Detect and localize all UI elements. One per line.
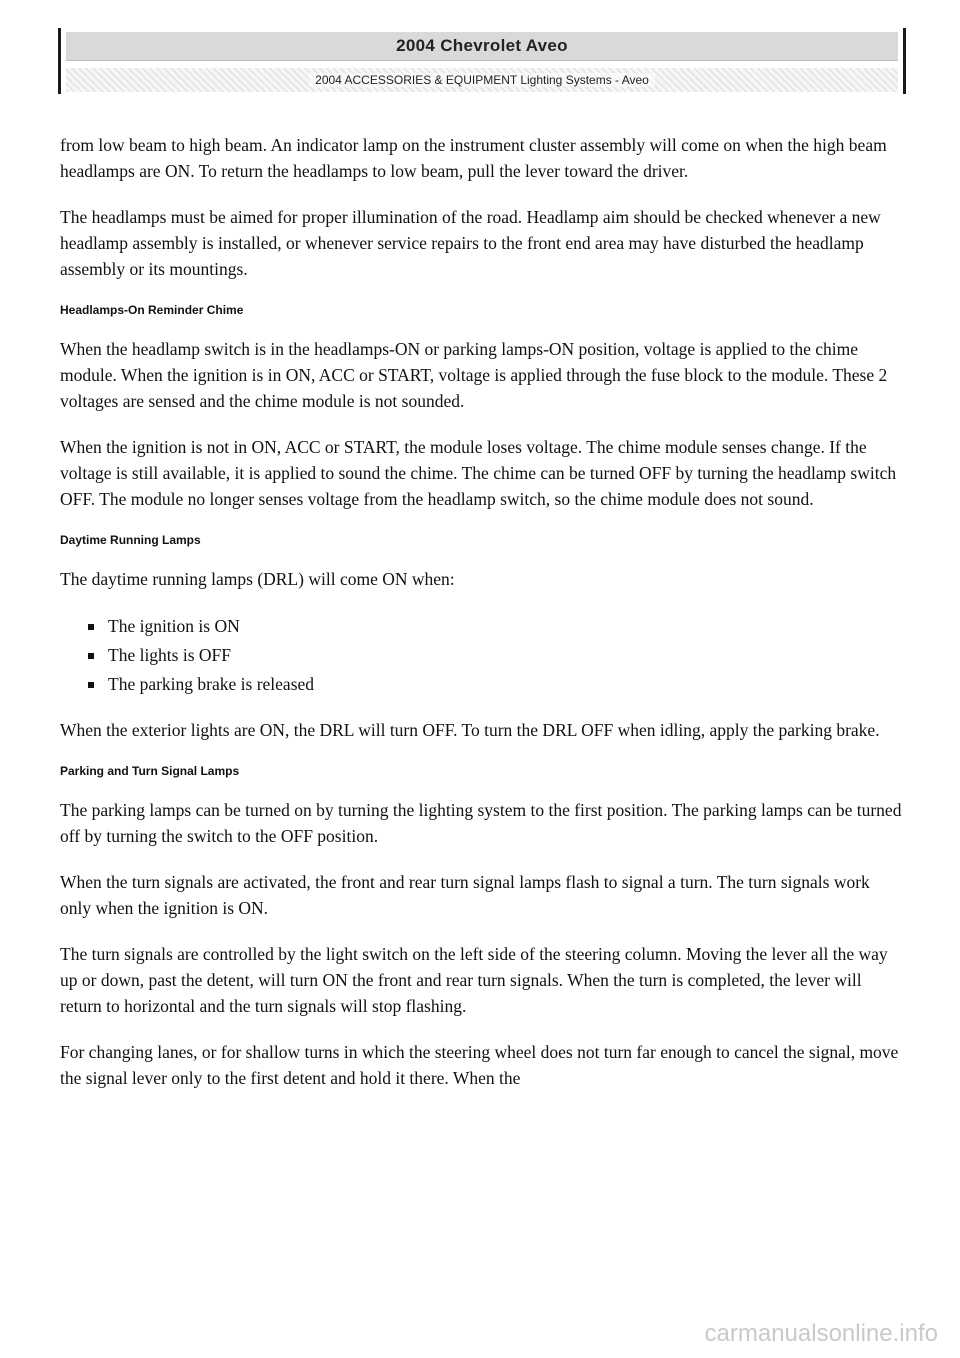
watermark-text: carmanualsonline.info: [704, 1320, 938, 1347]
bullet-icon: [88, 624, 94, 630]
document-body: [60, 132, 905, 1111]
header-right-rule: [903, 28, 906, 94]
section-heading-parking-turn: Parking and Turn Signal Lamps: [60, 764, 240, 778]
paragraph-drl-off: When the exterior lights are ON, the DRL will turn OFF. To turn the DRL OFF when idling, apply the parking brake.: [60, 720, 880, 740]
paragraph-chime-voltage: When the headlamp switch is in the headlamps-ON or parking lamps-ON position, voltage is applied to the chime module. When the ignition is in ON, ACC or START, voltage is applied through the fuse block to the module. These 2 voltages are sensed and the chime module is not sounded.: [60, 339, 888, 411]
header-subtitle-band: [66, 68, 898, 92]
section-heading-drl: Daytime Running Lamps: [60, 533, 201, 547]
paragraph-drl-intro: The daytime running lamps (DRL) will come ON when:: [60, 569, 455, 589]
bullet-icon: [88, 682, 94, 688]
paragraph-turn-signal-lever: The turn signals are controlled by the light switch on the left side of the steering column. Moving the lever all the way up or down, past the detent, will turn ON the front and rear turn signals. When the turn is completed, the lever will return to horizontal and the turn signals will stop flashing.: [60, 944, 888, 1016]
document-title: 2004 Chevrolet Aveo: [396, 36, 568, 55]
list-item: [108, 670, 905, 699]
list-item: [108, 612, 905, 641]
paragraph-turn-signals-flash: When the turn signals are activated, the front and rear turn signal lamps flash to signal a turn. The turn signals work only when the ignition is ON.: [60, 872, 870, 918]
paragraph-lane-change: For changing lanes, or for shallow turns in which the steering wheel does not turn far enough to cancel the signal, move the signal lever only to the first detent and hold it there. When the: [60, 1042, 899, 1088]
list-item-text: The parking brake is released: [108, 674, 315, 694]
paragraph-parking-lamps: The parking lamps can be turned on by turning the lighting system to the first position. The parking lamps can be turned off by turning the switch to the OFF position.: [60, 800, 902, 846]
paragraph-headlamp-aim: The headlamps must be aimed for proper illumination of the road. Headlamp aim should be checked whenever a new headlamp assembly is installed, or whenever service repairs to the front end area may have disturbed the headlamp assembly or its mountings.: [60, 207, 881, 279]
drl-conditions-list: [60, 612, 905, 699]
paragraph-high-beam: from low beam to high beam. An indicator lamp on the instrument cluster assembly will come on when the high beam headlamps are ON. To return the headlamps to low beam, pull the lever toward the driver.: [60, 135, 887, 181]
bullet-icon: [88, 653, 94, 659]
document-subtitle: 2004 ACCESSORIES & EQUIPMENT Lighting Systems - Aveo: [309, 73, 655, 87]
paragraph-chime-module: When the ignition is not in ON, ACC or START, the module loses voltage. The chime module senses change. If the voltage is still available, it is applied to sound the chime. The chime can be turned OFF by turning the headlamp switch OFF. The module no longer senses voltage from the headlamp switch, so the chime module does not sound.: [60, 437, 897, 509]
list-item-text: The lights is OFF: [108, 645, 232, 665]
page-header: [58, 28, 906, 94]
section-heading-reminder-chime: Headlamps-On Reminder Chime: [60, 303, 244, 317]
list-item-text: The ignition is ON: [108, 616, 240, 636]
header-left-rule: [58, 28, 61, 94]
header-title-band: [66, 32, 898, 61]
list-item: [108, 641, 905, 670]
